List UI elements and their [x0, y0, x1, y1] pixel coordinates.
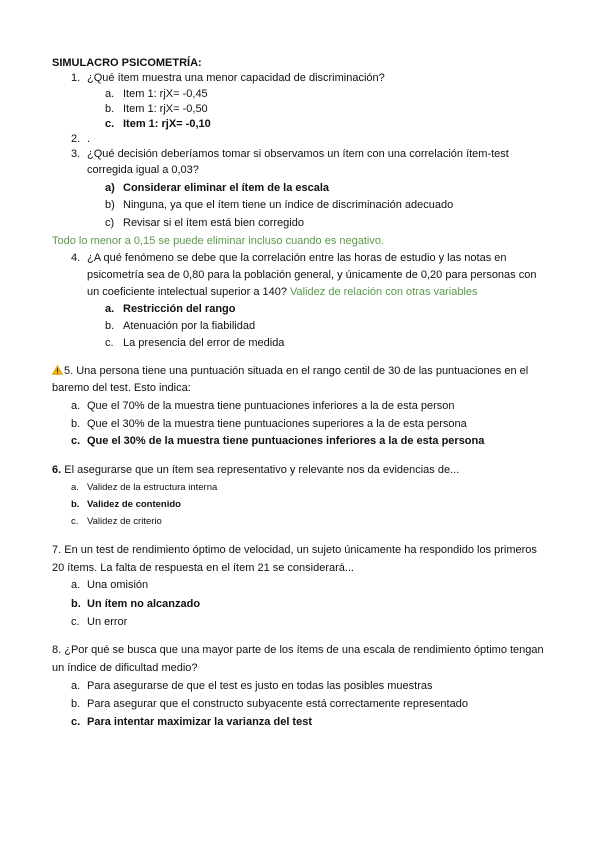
- q6-option-c-letter: c.: [71, 516, 79, 527]
- q4-option-b: Atenuación por la fiabilidad: [123, 320, 256, 332]
- q7-option-b-letter: b.: [71, 598, 81, 610]
- q6-option-b: Validez de contenido: [87, 499, 181, 510]
- question-1-text: ¿Qué ítem muestra una menor capacidad de discriminación?: [87, 72, 385, 84]
- q3-option-c: Revisar si el ítem está bien corregido: [123, 217, 304, 229]
- q7-option-b: Un ítem no alcanzado: [87, 598, 201, 610]
- question-7-text-line2: 20 ítems. La falta de respuesta en el ítem 21 se considerará...: [52, 562, 355, 574]
- question-6-text: El asegurarse que un ítem sea representativo y relevante nos da evidencias de...: [64, 464, 460, 476]
- q8-option-c: Para intentar maximizar la varianza del test: [87, 716, 312, 728]
- q1-option-a: Item 1: rjX= -0,45: [123, 88, 208, 100]
- q7-option-a-letter: a.: [71, 579, 81, 591]
- q3-option-b: Ninguna, ya que el ítem tiene un índice de discriminación adecuado: [123, 199, 454, 211]
- q5-option-a: Que el 70% de la muestra tiene puntuaciones inferiores a la de esta person: [87, 400, 455, 412]
- question-2-number: 2.: [71, 133, 81, 145]
- question-6-text-line: [52, 463, 459, 477]
- q1-option-c-letter: c.: [105, 118, 115, 130]
- q3-option-a-letter: a): [105, 182, 115, 194]
- question-6-number: 6.: [52, 464, 62, 476]
- q6-option-a: Validez de la estructura interna: [87, 482, 218, 493]
- q3-option-b-letter: b): [105, 199, 115, 211]
- q4-option-a-letter: a.: [105, 303, 115, 315]
- q4-option-a: Restricción del rango: [123, 303, 236, 315]
- question-3-text-line1: ¿Qué decisión deberíamos tomar si observamos un ítem con una correlación ítem-test: [87, 148, 509, 160]
- question-5-text-line1: [52, 364, 528, 378]
- question-8-text-line1: 8. ¿Por qué se busca que una mayor parte de los ítems de una escala de rendimiento óptimo tengan: [52, 644, 544, 656]
- question-5-text-line2: baremo del test. Esto indica:: [52, 382, 191, 394]
- q6-option-c: Validez de criterio: [87, 516, 162, 527]
- q4-option-b-letter: b.: [105, 320, 115, 332]
- q4-option-c-letter: c.: [105, 337, 114, 349]
- question-8-text-line2: un índice de dificultad medio?: [52, 662, 198, 674]
- q4-option-c: La presencia del error de medida: [123, 337, 285, 349]
- question-5-text: 5. Una persona tiene una puntuación situada en el rango centil de 30 de las puntuaciones en el: [64, 365, 529, 377]
- q8-option-b: Para asegurar que el constructo subyacente está correctamente representado: [87, 698, 468, 710]
- question-2-text: .: [87, 133, 91, 145]
- page-title: SIMULACRO PSICOMETRÍA:: [52, 57, 202, 69]
- q7-option-c: Un error: [87, 616, 128, 628]
- q1-option-b-letter: b.: [105, 103, 115, 115]
- q6-option-a-letter: a.: [71, 482, 79, 493]
- q1-option-c: Item 1: rjX= -0,10: [123, 118, 211, 130]
- q4-hint: Validez de relación con otras variables: [290, 286, 478, 298]
- question-4-text-line2: psicometría sea de 0,80 para la población general, y únicamente de 0,20 para personas con: [87, 269, 537, 281]
- question-4-text-line3: [87, 285, 478, 299]
- q8-option-a: Para asegurarse de que el test es justo en todas las posibles muestras: [87, 680, 433, 692]
- q1-option-b: Item 1: rjX= -0,50: [123, 103, 208, 115]
- q1-option-a-letter: a.: [105, 88, 115, 100]
- q3-option-a: Considerar eliminar el ítem de la escala: [123, 182, 330, 194]
- q5-option-b-letter: b.: [71, 418, 81, 430]
- q8-option-b-letter: b.: [71, 698, 81, 710]
- q5-option-c: Que el 30% de la muestra tiene puntuaciones inferiores a la de esta persona: [87, 435, 485, 447]
- q5-option-a-letter: a.: [71, 400, 81, 412]
- q7-option-c-letter: c.: [71, 616, 80, 628]
- question-1-number: 1.: [71, 72, 81, 84]
- question-4-number: 4.: [71, 252, 81, 264]
- question-4-text-line1: ¿A qué fenómeno se debe que la correlación entre las horas de estudio y las notas en: [87, 252, 507, 264]
- q8-option-c-letter: c.: [71, 716, 81, 728]
- q8-option-a-letter: a.: [71, 680, 81, 692]
- q3-note: Todo lo menor a 0,15 se puede eliminar incluso cuando es negativo.: [52, 235, 385, 247]
- q5-option-b: Que el 30% de la muestra tiene puntuaciones superiores a la de esta persona: [87, 418, 467, 430]
- q5-option-c-letter: c.: [71, 435, 81, 447]
- question-3-number: 3.: [71, 148, 81, 160]
- q3-option-c-letter: c): [105, 217, 115, 229]
- question-7-text-line1: 7. En un test de rendimiento óptimo de velocidad, un sujeto únicamente ha respondido los primeros: [52, 544, 537, 556]
- warning-icon: [52, 365, 63, 375]
- question-3-text-line2: corregida igual a 0,03?: [87, 164, 199, 176]
- q6-option-b-letter: b.: [71, 499, 80, 510]
- q7-option-a: Una omisión: [87, 579, 149, 591]
- question-4-text-line3-main: un coeficiente intelectual superior a 140?: [87, 286, 287, 298]
